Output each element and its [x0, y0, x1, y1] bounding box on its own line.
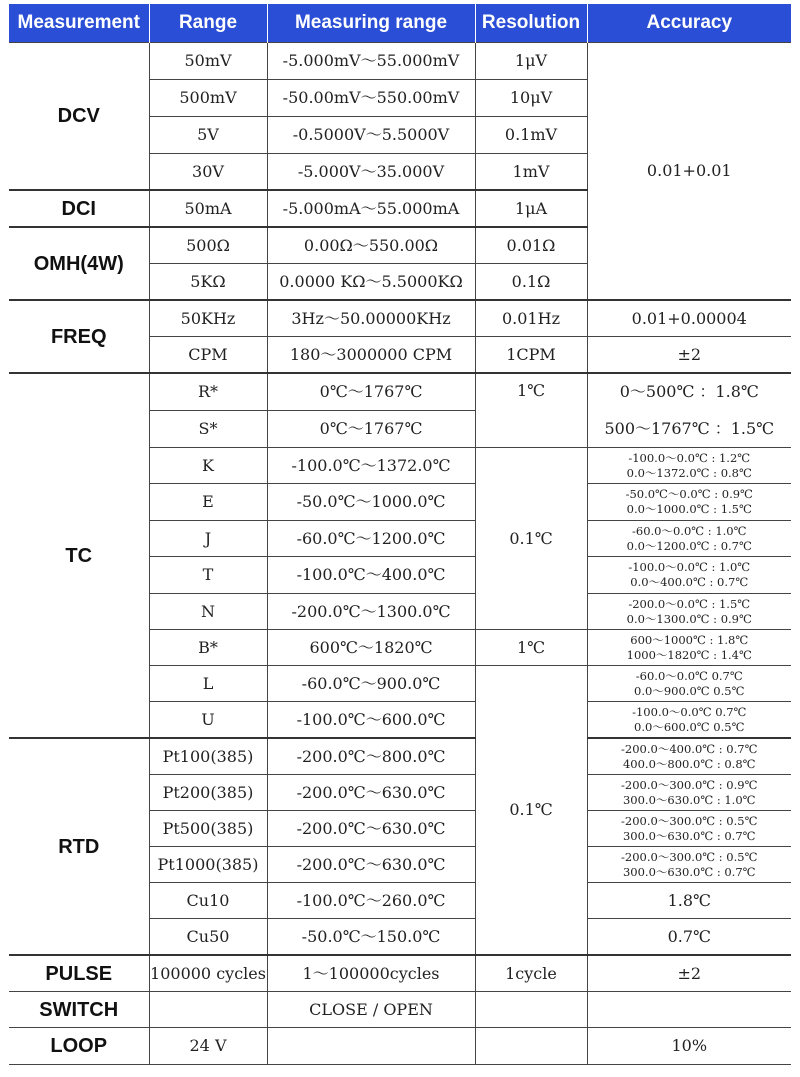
resolution-cell: 0.1℃	[475, 448, 587, 630]
range-cell: R*	[149, 373, 267, 411]
accuracy-line: -200.0～300.0℃ : 0.9℃	[621, 777, 758, 792]
range-cell: T	[149, 557, 267, 594]
accuracy-cell	[587, 775, 791, 811]
accuracy-line: 600～1000℃ : 1.8℃	[630, 632, 749, 647]
accuracy-cell	[587, 702, 791, 739]
range-cell: 5V	[149, 117, 267, 154]
dcv-accuracy-cell: 0.01+0.01	[587, 43, 791, 301]
ohm-label: OMH(4W)	[9, 227, 149, 300]
range-cell: S*	[149, 411, 267, 448]
range-cell: Pt200(385)	[149, 775, 267, 811]
range-cell: 5KΩ	[149, 264, 267, 301]
resolution-cell: 1μA	[475, 190, 587, 227]
accuracy-line: 1000～1820℃ : 1.4℃	[626, 647, 752, 662]
accuracy-cell	[587, 847, 791, 883]
accuracy-line: -200.0～400.0℃ : 0.7℃	[621, 741, 758, 756]
accuracy-line: -200.0～0.0℃ : 1.5℃	[628, 596, 751, 611]
spec-table	[9, 4, 791, 1065]
accuracy-cell: 0.7℃	[587, 919, 791, 956]
accuracy-cell: 0.01+0.00004	[587, 300, 791, 337]
measuring-cell: 0.0000 KΩ～5.5000KΩ	[267, 264, 475, 301]
measuring-cell: 0℃～1767℃	[267, 373, 475, 411]
accuracy-line: -60.0～0.0℃ 0.7℃	[635, 668, 743, 683]
range-cell: Pt1000(385)	[149, 847, 267, 883]
accuracy-line: 400.0～800.0℃ : 0.8℃	[622, 756, 756, 771]
accuracy-line: 0.0～900.0℃ 0.5℃	[634, 683, 745, 698]
range-cell: 50mV	[149, 43, 267, 80]
accuracy-line: 0.0～400.0℃ : 0.7℃	[630, 575, 749, 589]
range-cell: B*	[149, 630, 267, 666]
pulse-label: PULSE	[9, 955, 149, 992]
header-resolution: Resolution	[475, 4, 587, 43]
measuring-cell: 600℃～1820℃	[267, 630, 475, 666]
measuring-cell: -100.0℃～600.0℃	[267, 702, 475, 739]
range-cell: 50KHz	[149, 300, 267, 337]
resolution-cell: 1CPM	[475, 337, 587, 374]
measuring-cell: -50.0℃～1000.0℃	[267, 484, 475, 521]
measuring-cell: 3Hz～50.00000KHz	[267, 300, 475, 337]
accuracy-line: 0.0～1300.0℃ : 0.9℃	[626, 611, 752, 626]
range-cell: 500mV	[149, 80, 267, 117]
accuracy-line: -60.0～0.0℃ : 1.0℃	[632, 523, 747, 538]
range-cell: 24 V	[149, 1028, 267, 1065]
accuracy-cell	[587, 521, 791, 557]
resolution-cell: 0.01Ω	[475, 227, 587, 264]
accuracy-line: -200.0～300.0℃ : 0.5℃	[621, 813, 758, 828]
measuring-cell	[267, 1028, 475, 1065]
resolution-cell	[475, 1028, 587, 1065]
measuring-cell: 180～3000000 CPM	[267, 337, 475, 374]
accuracy-cell	[587, 557, 791, 594]
range-cell: 500Ω	[149, 227, 267, 264]
accuracy-cell: ±2	[587, 955, 791, 992]
range-cell: E	[149, 484, 267, 521]
header-row	[9, 4, 791, 43]
range-cell: Pt500(385)	[149, 811, 267, 847]
measuring-cell: CLOSE / OPEN	[267, 992, 475, 1028]
dcv-label: DCV	[9, 43, 149, 191]
accuracy-line: 300.0～630.0℃ : 0.7℃	[622, 828, 756, 843]
resolution-cell: 1℃	[475, 630, 587, 666]
measuring-cell: -100.0℃～400.0℃	[267, 557, 475, 594]
header-measuring-range: Measuring range	[267, 4, 475, 43]
range-cell: Pt100(385)	[149, 738, 267, 775]
resolution-cell: 0.1℃	[475, 666, 587, 956]
accuracy-cell	[587, 448, 791, 484]
accuracy-cell: ±2	[587, 337, 791, 374]
accuracy-line: 0.0～600.0℃ 0.5℃	[634, 719, 745, 734]
measuring-cell: -60.0℃～900.0℃	[267, 666, 475, 702]
range-cell: J	[149, 521, 267, 557]
table-row	[9, 43, 791, 80]
accuracy-cell: 0～500℃ ：1.8℃	[587, 373, 791, 411]
resolution-cell: 10μV	[475, 80, 587, 117]
accuracy-cell	[587, 738, 791, 775]
range-cell: 100000 cycles	[149, 955, 267, 992]
measuring-cell: 0.00Ω～550.00Ω	[267, 227, 475, 264]
table-row	[9, 1028, 791, 1065]
measuring-cell: -200.0℃～630.0℃	[267, 811, 475, 847]
range-cell: N	[149, 594, 267, 630]
accuracy-line: -200.0～300.0℃ : 0.5℃	[621, 849, 758, 864]
table-row	[9, 738, 791, 775]
measuring-cell: -50.0℃～150.0℃	[267, 919, 475, 956]
table-row	[9, 955, 791, 992]
measuring-cell: -200.0℃～800.0℃	[267, 738, 475, 775]
measuring-cell: -100.0℃～260.0℃	[267, 883, 475, 919]
resolution-cell	[475, 992, 587, 1028]
measuring-cell: -5.000mA～55.000mA	[267, 190, 475, 227]
resolution-cell: 0.01Hz	[475, 300, 587, 337]
dci-label: DCI	[9, 190, 149, 227]
accuracy-cell	[587, 630, 791, 666]
resolution-cell: 1cycle	[475, 955, 587, 992]
range-cell: K	[149, 448, 267, 484]
table-row	[9, 300, 791, 337]
accuracy-line: -50.0℃～0.0℃ : 0.9℃	[625, 487, 753, 501]
accuracy-line: -100.0～0.0℃ 0.7℃	[632, 704, 747, 719]
rtd-label: RTD	[9, 738, 149, 955]
accuracy-line: 0.0～1372.0℃ : 0.8℃	[626, 465, 752, 480]
measuring-cell: -5.000V～35.000V	[267, 154, 475, 191]
switch-label: SWITCH	[9, 992, 149, 1028]
table-row	[9, 373, 791, 411]
accuracy-line: 300.0～630.0℃ : 0.7℃	[622, 864, 756, 879]
tc-label: TC	[9, 373, 149, 738]
measuring-cell: -200.0℃～1300.0℃	[267, 594, 475, 630]
resolution-cell: 0.1Ω	[475, 264, 587, 301]
resolution-cell: 1μV	[475, 43, 587, 80]
freq-label: FREQ	[9, 300, 149, 373]
measuring-cell: -100.0℃～1372.0℃	[267, 448, 475, 484]
accuracy-line: 0.0～1000.0℃ : 1.5℃	[626, 502, 752, 516]
resolution-cell: 0.1mV	[475, 117, 587, 154]
range-cell: 30V	[149, 154, 267, 191]
accuracy-line: -100.0～0.0℃ : 1.0℃	[628, 560, 751, 574]
table-row	[9, 992, 791, 1028]
accuracy-cell: 1.8℃	[587, 883, 791, 919]
accuracy-cell: 500～1767℃ ：1.5℃	[587, 411, 791, 448]
accuracy-cell	[587, 484, 791, 521]
measuring-cell: 1～100000cycles	[267, 955, 475, 992]
accuracy-cell	[587, 992, 791, 1028]
range-cell: Cu10	[149, 883, 267, 919]
accuracy-cell: 10%	[587, 1028, 791, 1065]
range-cell: Cu50	[149, 919, 267, 956]
measuring-cell: -0.5000V～5.5000V	[267, 117, 475, 154]
measuring-cell: -5.000mV～55.000mV	[267, 43, 475, 80]
resolution-cell: 1mV	[475, 154, 587, 191]
accuracy-line: 0.0～1200.0℃ : 0.7℃	[626, 538, 752, 553]
range-cell: CPM	[149, 337, 267, 374]
accuracy-cell	[587, 811, 791, 847]
measuring-cell: -50.00mV～550.00mV	[267, 80, 475, 117]
loop-label: LOOP	[9, 1028, 149, 1065]
measuring-cell: -60.0℃～1200.0℃	[267, 521, 475, 557]
range-cell: 50mA	[149, 190, 267, 227]
header-measurement: Measurement	[9, 4, 149, 43]
range-cell: U	[149, 702, 267, 739]
accuracy-line: 300.0～630.0℃ : 1.0℃	[622, 792, 756, 807]
measuring-cell: -200.0℃～630.0℃	[267, 775, 475, 811]
accuracy-line: -100.0～0.0℃ : 1.2℃	[628, 450, 751, 465]
range-cell: L	[149, 666, 267, 702]
measuring-cell: 0℃～1767℃	[267, 411, 475, 448]
range-cell	[149, 992, 267, 1028]
accuracy-cell	[587, 666, 791, 702]
resolution-cell: 1℃	[475, 373, 587, 448]
accuracy-cell	[587, 594, 791, 630]
header-accuracy: Accuracy	[587, 4, 791, 43]
measuring-cell: -200.0℃～630.0℃	[267, 847, 475, 883]
header-range: Range	[149, 4, 267, 43]
